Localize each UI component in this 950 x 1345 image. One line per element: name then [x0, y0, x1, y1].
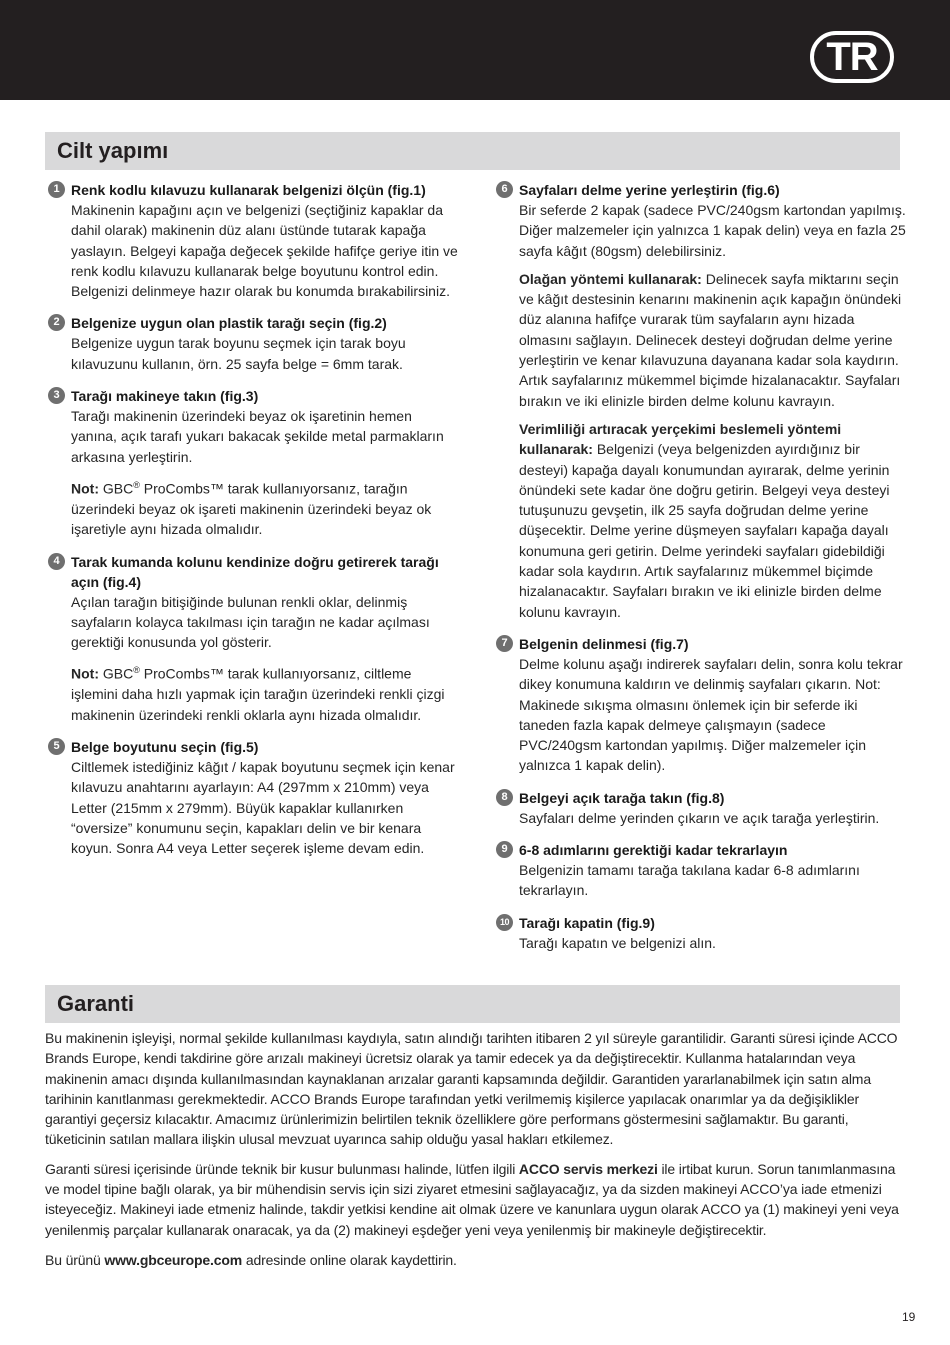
step-number-badge: 7 — [496, 635, 513, 652]
step-title: 6-8 adımlarını gerektiği kadar tekrarlayın — [519, 842, 788, 859]
step-10 — [496, 913, 906, 953]
step-title: Belge boyutunu seçin (fig.5) — [71, 738, 259, 755]
step-text: Ciltlemek istediğiniz kâğıt / kapak boyutunu seçmek için kenar kılavuzu anahtarını ayarlayın: A4 (297mm x 210mm) veya Letter (215mm x 279mm). Büyük kapaklar kullanırken “oversize” konumunu seçin, kapakları delin ve bir kenara koyun. Sonra A4 veya Letter seçerek işleme devam edin. — [71, 758, 455, 857]
note-text: ProCombs™ tarak kullanıyorsanız, ciltleme işlemini daha hızlı yapmak için tarağın üzerindeki renkli çizgi makinenin üzerindeki renkli oklarla aynı hizada olmalıdır. — [71, 666, 445, 723]
step-number-badge: 10 — [496, 914, 513, 931]
step-number-badge: 1 — [48, 181, 65, 198]
registered-mark: ® — [133, 479, 140, 490]
header-bar — [0, 0, 950, 100]
step-6 — [496, 180, 906, 622]
note-label: Not: — [71, 480, 99, 497]
page-number: 19 — [902, 1310, 916, 1324]
step-text: Tarağı makinenin üzerindeki beyaz ok işaretinin hemen yanına, açık tarafı yukarı bakacak şekilde metal parmakların arkasına yerleştirin. — [71, 408, 444, 465]
step-8 — [496, 788, 906, 828]
step-5 — [48, 737, 458, 858]
registration-paragraph — [45, 1250, 900, 1270]
step-title: Tarağı makineye takın (fig.3) — [71, 388, 259, 405]
step-2 — [48, 313, 458, 374]
step-title: Sayfaları delme yerine yerleştirin (fig.6) — [519, 182, 780, 198]
method-text: Belgenizi (veya belgenizden ayırdığınız bir desteyi) kapağa dayalı konumundan ayırarak, delme yerinin önündeki sete kadar öne doğru getirin. Belgeyi veya desteyi tutuşunuzu gevşetin, ilk 25 sayfa doğrudan delme yerine düşecektir. Delme yerine düşmeyen sayfaları kapağa dayalı konumuna geri getirin. Delme yerindeki sayfaları gidebildiği kadar sola kaydırın. Artık sayfalarınız mükemmel biçimde hizalanacaktır. Sayfaları bırakın ve iki elinizle birden delme kolunu kavrayın. — [519, 441, 890, 620]
step-title: Tarak kumanda kolunu kendinize doğru getirerek tarağı açın (fig.4) — [71, 553, 439, 590]
warranty-paragraph: Bu makinenin işleyişi, normal şekilde kullanılması kaydıyla, satın alındığı tarihten itibaren 2 yıl süreyle garantilidir. Garanti süresi içinde ACCO Brands Europe, kendi takdirine göre arızalı makineyi ücretsiz olarak ya tamir edecek ya da değiştirecektir. Kullanma hatalarından veya makinenin amacı dışında kullanılmasından kaynaklanan arızalar garanti kapsamında değildir. Garantiden yararlanabilmek için satın alma tarihinin kanıtlanması gerekmektedir. ACCO Brands Europe tarafından yetki verilmemiş kişilerce yapılacak onarımlar ya da değişiklikler garantiyi geçersiz kılacaktır. Amacımız ürünlerimizin belirtilen teknik özelliklere göre performans göstermesini sağlamaktır. Bu garanti, tüketicinin satılan mallara ilişkin ulusal mevzuat uyarınca sahip olduğu yasal hakları etkilemez. — [45, 1030, 898, 1148]
step-text: Tarağı kapatın ve belgenizi alın. — [519, 934, 716, 951]
warranty-text-part: ile irtibat kurun. Sorun tanımlanmasına ve model tipine bağlı olarak, ya bir mühendisin servis için sizi ziyaret etmesini sağlayacağız, ya da sizden makineyi ACCO’ya iade etmenizi isteyeceğiz. Makineyi iade etmeniz halinde, takdir yetkisi kendine ait olmak üzere ve kanunlara uygun olarak ACCO ya (1) makineyi yeni veya yenilenmiş parçalar kullanarak onaracak, ya da (2) makineyi eşdeğer yeni veya yenilenmiş bir makineyle değiştirecektir. — [45, 1160, 899, 1238]
step-text: Sayfaları delme yerinden çıkarın ve açık tarağa yerleştirin. — [519, 809, 880, 826]
registration-text-part: Bu ürünü — [45, 1251, 105, 1268]
step-7 — [496, 634, 906, 776]
step-text: Belgenizin tamamı tarağa takılana kadar 6-8 adımlarını tekrarlayın. — [519, 862, 860, 899]
step-number-badge: 9 — [496, 841, 513, 858]
step-number-badge: 6 — [496, 181, 513, 198]
step-number-badge: 4 — [48, 553, 65, 570]
service-center-label: ACCO servis merkezi — [518, 1160, 658, 1177]
step-4 — [48, 552, 458, 725]
instructions-left-column — [48, 180, 458, 870]
note-label: Not: — [71, 666, 99, 683]
step-note — [71, 660, 458, 725]
step-number-badge: 5 — [48, 738, 65, 755]
step-1 — [48, 180, 458, 301]
gravity-method-text — [519, 419, 906, 622]
step-text: Açılan tarağın bitişiğinde bulunan renkli oklar, delinmiş sayfaların kolayca takılması için tarağın ne kadar açılması gerektiği konusunda yol gösterir. — [71, 593, 430, 651]
section-title-warranty: Garanti — [45, 985, 900, 1023]
step-3 — [48, 386, 458, 539]
step-number-badge: 2 — [48, 314, 65, 331]
note-brand: GBC — [99, 666, 134, 683]
note-brand: GBC — [99, 480, 134, 497]
step-text: Makinenin kapağını açın ve belgenizi (seçtiğiniz kapaklar da dahil olarak) makinenin düz alanı üstünde tutarak kapağa yaslayın. Belgeyi kapağa değecek şekilde hafifçe geriye itin ve renk kodlu kılavuzu kullanarak belge boyutunu kontrol edin. Belgenizi delinmeye hazır olarak bu konumda bırakabilirsiniz. — [71, 202, 458, 300]
standard-method-text — [519, 269, 906, 411]
section-title-binding: Cilt yapımı — [45, 132, 900, 170]
step-number-badge: 8 — [496, 789, 513, 806]
step-text: Delme kolunu aşağı indirerek sayfaları delin, sonra kolu tekrar dikey konumuna kaldırın ve delinmiş sayfaları çıkarın. Not: Makinede sıkışma olmasını önlemek için bir seferde iki taneden fazla kapak delmeye çalışmayın (sadece PVC/240gsm kartondan yapılmış. Diğer malzemeler için yalnızca 1 kapak delin). — [519, 655, 903, 774]
step-title: Belgenin delinmesi (fig.7) — [519, 635, 689, 652]
step-title: Belgeyi açık tarağa takın (fig.8) — [519, 789, 725, 806]
warranty-paragraph — [45, 1159, 900, 1240]
method-label: Olağan yöntemi kullanarak: — [519, 270, 702, 287]
note-text: ProCombs™ tarak kullanıyorsanız, tarağın üzerindeki beyaz ok işareti makinenin üzerindeki beyaz ok işaretiyle aynı hizada olmalıdır. — [71, 480, 432, 538]
website-link[interactable]: www.gbceurope.com — [104, 1251, 243, 1268]
step-title: Tarağı kapatin (fig.9) — [519, 914, 655, 931]
step-title: Belgenize uygun olan plastik tarağı seçin (fig.2) — [71, 315, 387, 332]
step-text: Belgenize uygun tarak boyunu seçmek için tarak boyu kılavuzunu kullanın, örn. 25 sayfa belge = 6mm tarak. — [71, 335, 406, 372]
warranty-text — [45, 1028, 900, 1279]
step-title: Renk kodlu kılavuzu kullanarak belgenizi ölçün (fig.1) — [71, 182, 426, 198]
step-number-badge: 3 — [48, 387, 65, 404]
step-text: Bir seferde 2 kapak (sadece PVC/240gsm kartondan yapılmış. Diğer malzemeler için yalnızca 1 kapak delin) veya en fazla 25 sayfa kâğıt (80gsm) delebilirsiniz. — [519, 202, 906, 259]
registration-text-part: adresinde online olarak kaydettirin. — [242, 1251, 457, 1268]
method-label: Verimliliği artıracak yerçekimi beslemeli yöntemi kullanarak: — [519, 420, 842, 458]
registered-mark: ® — [133, 665, 140, 676]
method-text: Delinecek sayfa miktarını seçin ve kâğıt destesinin kenarını makinenin açık kapağın önündeki düz alanına hafifçe vurarak tüm sayfaların aynı hizada olmasını sağlayın. Delinecek desteyi doğrudan delme yerine yerleştirin ve kenar kılavuzuna dayanana kadar sola kaydırın. Artık sayfalarınız mükemmel biçimde hizalanacaktır. Sayfaları bırakın ve iki elinizle birden delme kolunu kavrayın. — [519, 270, 902, 409]
language-badge: TR — [810, 31, 894, 83]
step-9 — [496, 840, 906, 901]
warranty-text-part: Garanti süresi içerisinde üründe teknik bir kusur bulunması halinde, lütfen ilgili — [45, 1160, 519, 1177]
step-note — [71, 475, 458, 540]
instructions-right-column — [496, 180, 906, 965]
